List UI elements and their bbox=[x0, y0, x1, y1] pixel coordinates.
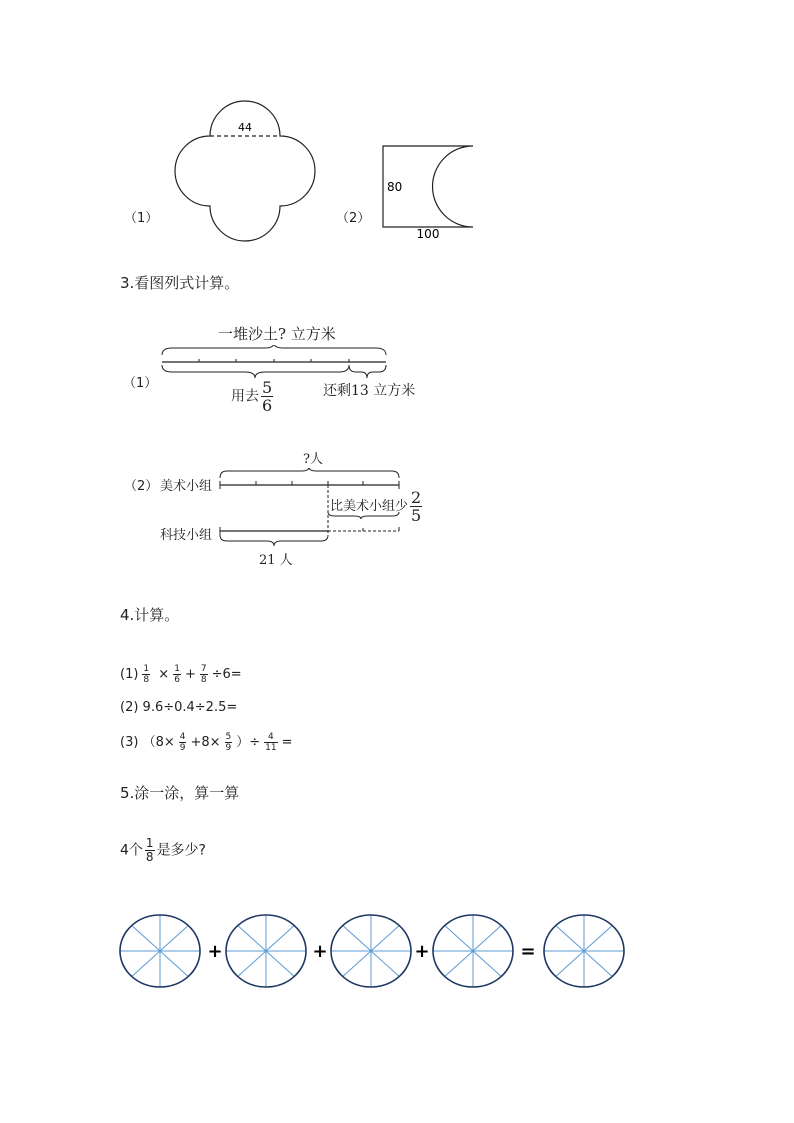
operator-plus: + bbox=[207, 941, 223, 962]
sand-total-label: 一堆沙土? 立方米 bbox=[218, 325, 336, 343]
rect-semicircle-figure bbox=[378, 140, 478, 245]
section-4-title: 4.计算。 bbox=[120, 606, 180, 624]
clover-value: 44 bbox=[238, 121, 252, 134]
art-total-brace bbox=[220, 468, 399, 478]
operator-plus: + bbox=[312, 941, 328, 962]
s3-p2-label: （2） bbox=[124, 479, 159, 494]
total-brace bbox=[162, 345, 386, 355]
tech-count-label: 21 人 bbox=[259, 553, 293, 568]
used-brace bbox=[162, 365, 349, 378]
fraction-circle[interactable] bbox=[544, 915, 624, 987]
remain-label: 还剩13 立方米 bbox=[323, 383, 416, 399]
less-label: 比美术小组少 $\frac{2}{5}$ bbox=[330, 488, 422, 525]
figure-2-label: （2） bbox=[336, 211, 371, 226]
tech-brace bbox=[220, 535, 328, 546]
total-people-label: ?人 bbox=[303, 452, 323, 467]
operator-equals: = bbox=[520, 941, 536, 962]
calc-1: (1) $\frac{1}{8}$ × $\frac{1}{6}$ + $\frac{7}{8}$ ÷6= bbox=[120, 664, 242, 685]
calc-2: (2) 9.6÷0.4÷2.5= bbox=[120, 700, 238, 715]
quarter-question: 4个 $\frac{1}{8}$ 是多少? bbox=[120, 836, 206, 864]
tech-group-label: 科技小组 bbox=[160, 528, 213, 543]
s3-p1-label: （1） bbox=[123, 376, 158, 391]
figure-1-label: （1） bbox=[124, 211, 159, 226]
section-3-title: 3.看图列式计算。 bbox=[120, 274, 240, 292]
operator-plus: + bbox=[414, 941, 430, 962]
fraction-circle[interactable] bbox=[433, 915, 513, 987]
art-group-label: 美术小组 bbox=[160, 479, 213, 494]
figure-height: 80 bbox=[387, 180, 403, 194]
fraction-circle[interactable] bbox=[331, 915, 411, 987]
clover-figure bbox=[170, 100, 320, 245]
used-fraction: $\frac{5}{6}$ bbox=[262, 378, 273, 415]
calc-3: (3) （8× $\frac{4}{9}$ +8× $\frac{5}{9}$ ）÷ $\frac{4}{11}$ = bbox=[120, 732, 293, 753]
fraction-circle[interactable] bbox=[226, 915, 306, 987]
used-label: 用去 $\frac{5}{6}$ bbox=[231, 378, 273, 415]
remain-brace bbox=[349, 365, 386, 378]
fraction-circle[interactable] bbox=[120, 915, 200, 987]
less-fraction: $\frac{2}{5}$ bbox=[411, 488, 422, 525]
section-5-title: 5.涂一涂，算一算 bbox=[120, 784, 240, 802]
fraction-circles bbox=[110, 905, 640, 1000]
figure-width: 100 bbox=[416, 227, 440, 241]
